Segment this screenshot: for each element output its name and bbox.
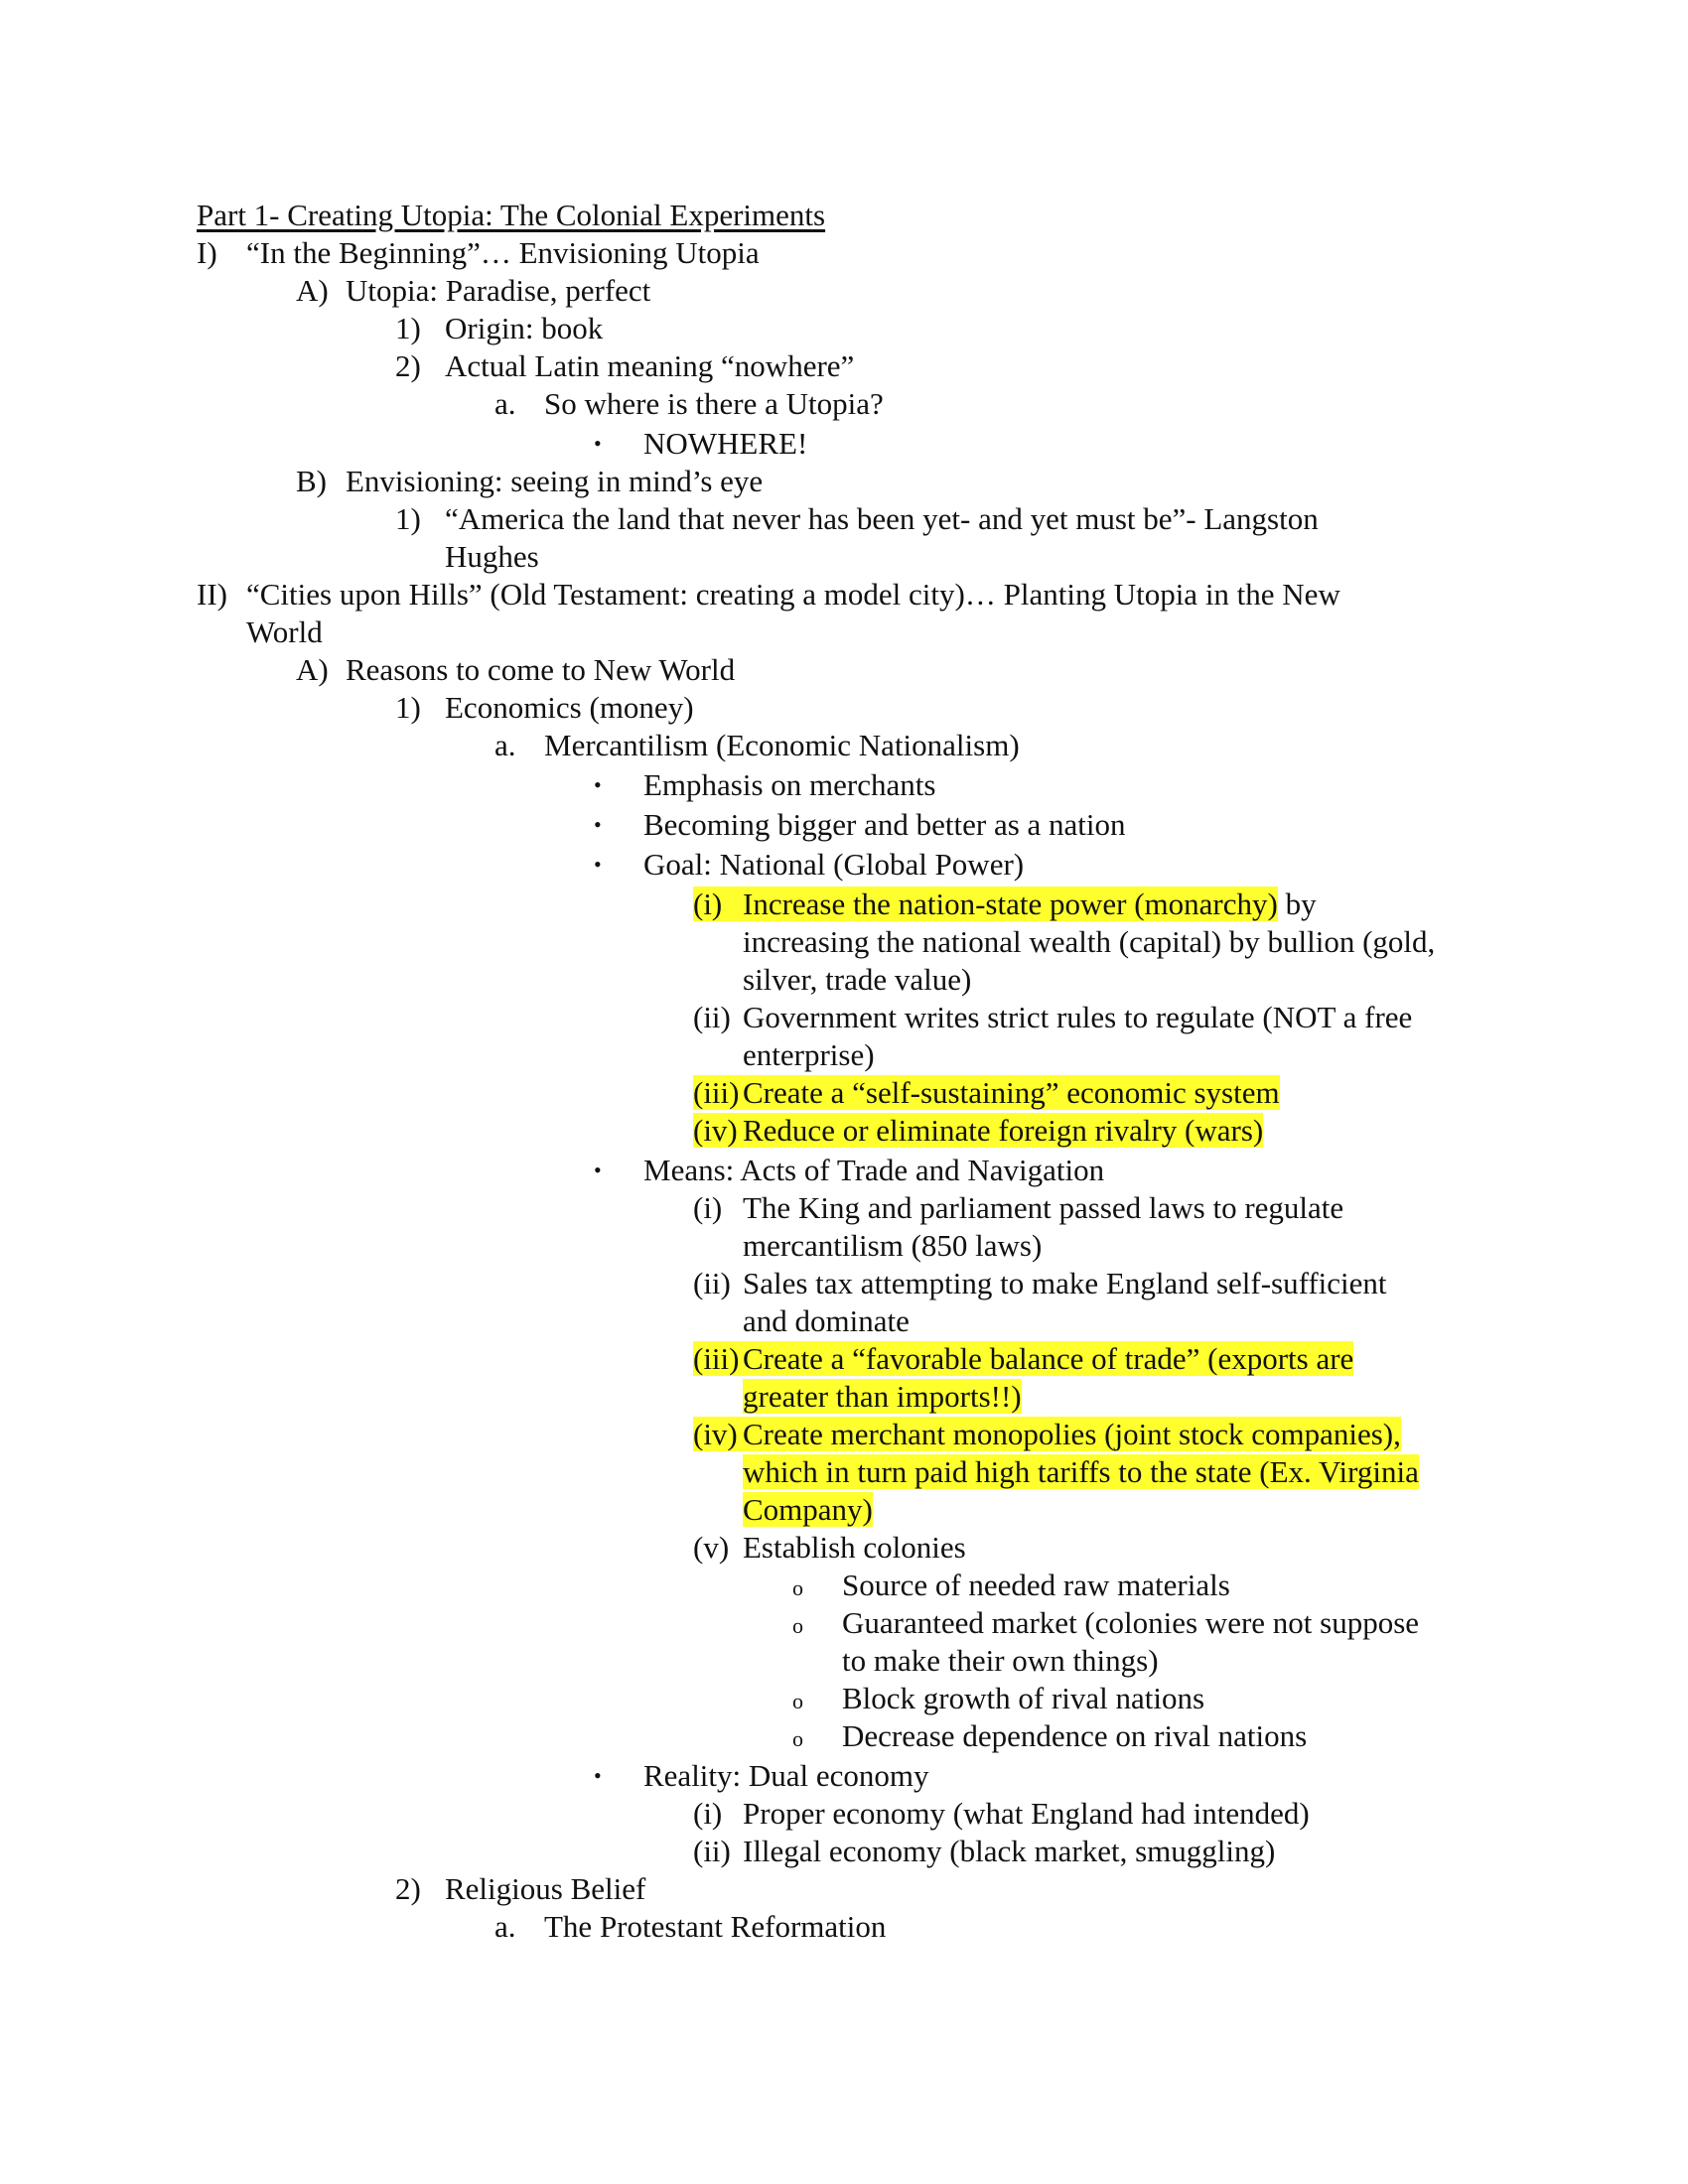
outline-line <box>693 1112 1263 1150</box>
outline-text: Becoming bigger and better as a nation <box>643 807 1126 842</box>
outline-text: Utopia: Paradise, perfect <box>346 273 651 308</box>
outline-line <box>395 689 694 727</box>
outline-label: (iii) <box>693 1341 740 1376</box>
outline-line <box>693 1340 1353 1378</box>
outline-line <box>296 463 763 500</box>
outline-line-continuation <box>743 1378 1022 1416</box>
outline-label: (v) <box>693 1530 730 1565</box>
outline-text: and dominate <box>743 1303 910 1338</box>
outline-text-tail: by <box>1277 887 1317 921</box>
outline-line <box>494 727 1020 764</box>
outline-line-continuation <box>445 538 539 576</box>
outline-line <box>594 1757 929 1795</box>
outline-label: a. <box>494 386 516 421</box>
outline-text: greater than imports!!) <box>743 1379 1022 1414</box>
outline-label: 2) <box>395 1871 421 1906</box>
bullet-icon: • <box>594 852 602 877</box>
highlighted-text <box>693 887 1278 921</box>
outline-line-continuation <box>743 1453 1419 1491</box>
outline-line-continuation <box>743 1302 910 1340</box>
outline-line <box>693 886 1317 923</box>
outline-text: Increase the nation-state power (monarchy) <box>743 887 1278 921</box>
outline-label: (i) <box>693 1190 723 1225</box>
outline-line <box>395 310 603 347</box>
outline-line <box>197 576 1340 614</box>
bullet-icon: • <box>594 772 602 797</box>
outline-line <box>395 1870 645 1908</box>
highlighted-text <box>693 1075 1280 1110</box>
outline-text: Establish colonies <box>743 1530 966 1565</box>
outline-text: Economics (money) <box>445 690 694 725</box>
outline-text: Company) <box>743 1492 873 1527</box>
outline-line <box>594 846 1024 884</box>
circle-bullet-icon: o <box>792 1575 803 1600</box>
outline-text: to make their own things) <box>842 1643 1159 1678</box>
outline-line <box>693 1189 1343 1227</box>
outline-text: Sales tax attempting to make England self-sufficient <box>743 1266 1387 1300</box>
outline-text: NOWHERE! <box>643 426 808 461</box>
outline-text: The King and parliament passed laws to regulate <box>743 1190 1344 1225</box>
outline-text: World <box>246 614 323 649</box>
outline-label: (i) <box>693 887 723 921</box>
outline-text: Means: Acts of Trade and Navigation <box>643 1153 1105 1187</box>
outline-text: “Cities upon Hills” (Old Testament: creating a model city)… Planting Utopia in the New <box>246 577 1340 612</box>
highlighted-text <box>693 1417 1401 1451</box>
highlighted-text <box>693 1113 1263 1148</box>
outline-label: (i) <box>693 1796 723 1831</box>
bullet-icon: • <box>594 1763 602 1788</box>
outline-label: a. <box>494 728 516 762</box>
outline-line <box>693 1416 1401 1453</box>
outline-text: Reality: Dual economy <box>643 1758 929 1793</box>
outline-text: Create a “self-sustaining” economic system <box>743 1075 1280 1110</box>
outline-line <box>594 766 935 804</box>
outline-label: 1) <box>395 311 421 345</box>
outline-text: So where is there a Utopia? <box>544 386 884 421</box>
outline-text: Mercantilism (Economic Nationalism) <box>544 728 1020 762</box>
outline-text: “America the land that never has been yet- and yet must be”- Langston <box>445 501 1319 536</box>
outline-line <box>792 1717 1307 1755</box>
outline-line-continuation <box>743 1491 873 1529</box>
outline-line <box>693 1833 1275 1870</box>
outline-text: Create a “favorable balance of trade” (exports are <box>743 1341 1354 1376</box>
outline-line <box>594 1152 1104 1189</box>
outline-text: enterprise) <box>743 1037 875 1072</box>
outline-line-continuation <box>246 614 323 651</box>
outline-label: A) <box>296 273 329 308</box>
outline-label: I) <box>197 235 217 270</box>
outline-text: Create merchant monopolies (joint stock companies), <box>743 1417 1401 1451</box>
outline-text: Source of needed raw materials <box>842 1568 1230 1602</box>
outline-label: (iii) <box>693 1075 740 1110</box>
outline-label: (ii) <box>693 1000 731 1034</box>
outline-line <box>693 1529 966 1567</box>
bullet-icon: • <box>594 812 602 837</box>
circle-bullet-icon: o <box>792 1689 803 1713</box>
outline-label: (iv) <box>693 1113 738 1148</box>
outline-text: which in turn paid high tariffs to the state (Ex. Virginia <box>743 1454 1419 1489</box>
outline-text: Government writes strict rules to regulate (NOT a free <box>743 1000 1413 1034</box>
outline-text: Goal: National (Global Power) <box>643 847 1025 882</box>
outline-label: 1) <box>395 690 421 725</box>
outline-text: mercantilism (850 laws) <box>743 1228 1043 1263</box>
outline-label: II) <box>197 577 227 612</box>
outline-text: Guaranteed market (colonies were not suppose <box>842 1605 1420 1640</box>
outline-text: Emphasis on merchants <box>643 767 936 802</box>
outline-line <box>792 1680 1204 1717</box>
highlighted-text <box>693 1341 1353 1376</box>
bullet-icon: • <box>594 431 602 456</box>
outline-line <box>395 500 1319 538</box>
outline-text: The Protestant Reformation <box>544 1909 887 1944</box>
outline-line-continuation <box>743 1036 875 1074</box>
outline-line <box>197 234 760 272</box>
outline-line <box>792 1567 1230 1604</box>
outline-line-continuation <box>842 1642 1159 1680</box>
outline-text: Decrease dependence on rival nations <box>842 1718 1308 1753</box>
outline-line <box>296 272 650 310</box>
outline-label: 2) <box>395 348 421 383</box>
outline-text: Actual Latin meaning “nowhere” <box>445 348 855 383</box>
outline-line <box>395 347 854 385</box>
outline-line-continuation <box>743 961 971 999</box>
outline-text: “In the Beginning”… Envisioning Utopia <box>246 235 760 270</box>
outline-text: silver, trade value) <box>743 962 972 997</box>
outline-line <box>296 651 735 689</box>
bullet-icon: • <box>594 1158 602 1182</box>
outline-line <box>494 1908 886 1946</box>
outline-line <box>494 385 884 423</box>
outline-line <box>792 1604 1419 1642</box>
outline-line <box>594 425 807 463</box>
outline-text: Illegal economy (black market, smuggling) <box>743 1834 1276 1868</box>
outline-text: Origin: book <box>445 311 604 345</box>
outline-line <box>693 1074 1280 1112</box>
outline-label: a. <box>494 1909 516 1944</box>
outline-label: (iv) <box>693 1417 738 1451</box>
outline-line <box>693 1265 1387 1302</box>
outline-line <box>594 806 1126 844</box>
outline-text: Reasons to come to New World <box>346 652 736 687</box>
circle-bullet-icon: o <box>792 1726 803 1751</box>
outline-line-continuation <box>743 923 1435 961</box>
outline-label: (ii) <box>693 1834 731 1868</box>
outline-text: Envisioning: seeing in mind’s eye <box>346 464 764 498</box>
outline-line-continuation <box>743 1227 1042 1265</box>
outline-text: increasing the national wealth (capital) by bullion (gold, <box>743 924 1436 959</box>
outline-text: Proper economy (what England had intended) <box>743 1796 1310 1831</box>
outline-line <box>693 1795 1310 1833</box>
circle-bullet-icon: o <box>792 1613 803 1638</box>
outline-line <box>693 999 1412 1036</box>
outline-text: Religious Belief <box>445 1871 646 1906</box>
page-title: Part 1- Creating Utopia: The Colonial Experiments <box>197 198 826 232</box>
outline-text: Reduce or eliminate foreign rivalry (wars) <box>743 1113 1264 1148</box>
outline-label: 1) <box>395 501 421 536</box>
outline-label: (ii) <box>693 1266 731 1300</box>
outline-text: Hughes <box>445 539 539 574</box>
outline-label: A) <box>296 652 329 687</box>
outline-label: B) <box>296 464 327 498</box>
outline-text: Block growth of rival nations <box>842 1681 1205 1715</box>
